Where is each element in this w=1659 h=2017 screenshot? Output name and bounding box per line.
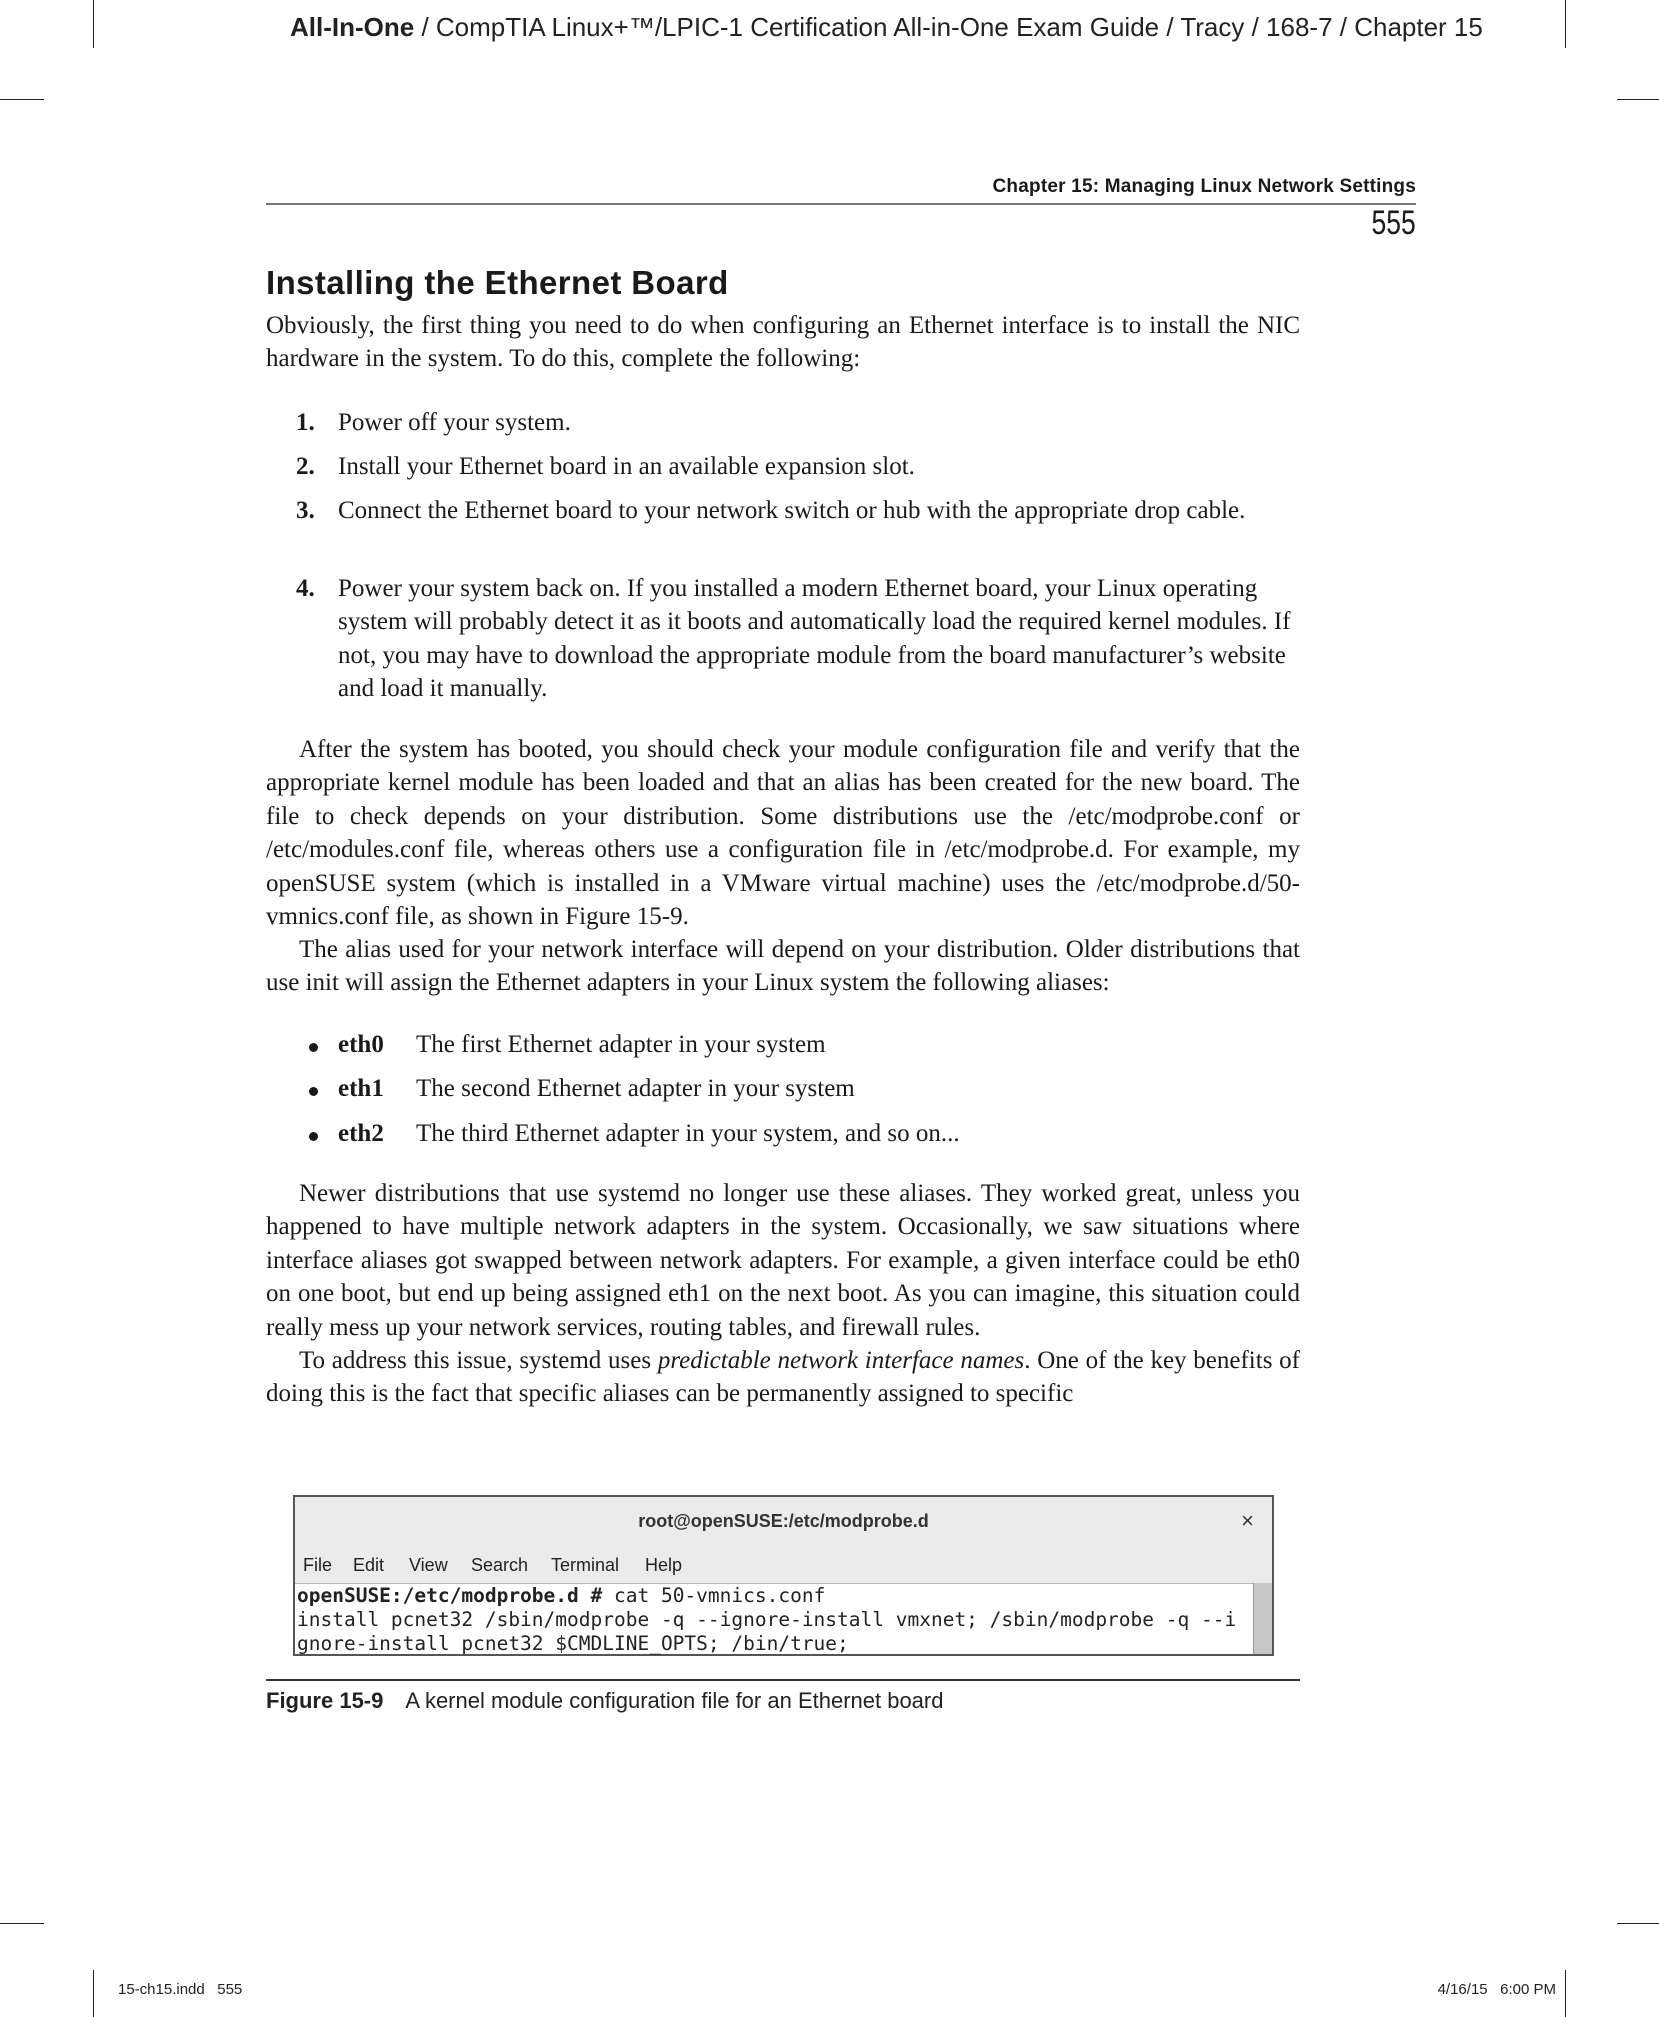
alias-term: eth2 <box>338 1120 384 1147</box>
menu-help[interactable]: Help <box>645 1555 683 1575</box>
crop-mark-top-left <box>93 0 94 48</box>
emphasis-term: predictable network interface names <box>657 1347 1025 1374</box>
bullet-icon <box>309 1087 318 1096</box>
alias-description: The third Ethernet adapter in your system, and so on... <box>416 1120 960 1147</box>
paragraph-after-boot: After the system has booted, you should check your module configuration file and verify that the appropriate kernel module has been loaded and that an alias has been created for the new board. The file to check depends on your distribution. Some distributions use the /etc/modprobe.conf or /etc/modules.conf file, whereas others use a configuration file in /etc/modprobe.d. For example, my openSUSE system (which is installed in a VMware virtual machine) uses the /etc/modprobe.d/50-vmnics.conf file, as shown in Figure 15-9. <box>266 736 1300 931</box>
output-line: gnore-install pcnet32 $CMDLINE_OPTS; /bin/true; <box>297 1632 849 1655</box>
figure-label: Figure 15-9 <box>266 1688 384 1713</box>
bullet-icon <box>309 1132 318 1141</box>
step-text: Install your Ethernet board in an available expansion slot. <box>338 453 915 480</box>
page-number: 555 <box>1371 204 1416 242</box>
terminal-scrollbar[interactable] <box>1253 1583 1272 1654</box>
crop-mark-left-upper <box>0 99 44 100</box>
menu-file[interactable]: File <box>303 1555 333 1575</box>
footer-timestamp: 4/16/15 6:00 PM <box>1437 1981 1556 1998</box>
alias-description: The first Ethernet adapter in your system <box>416 1031 826 1058</box>
step-text: Connect the Ethernet board to your network switch or hub with the appropriate drop cable. <box>338 497 1246 524</box>
chapter-head: Chapter 15: Managing Linux Network Settings <box>992 176 1416 197</box>
paragraph-newer-distributions: Newer distributions that use systemd no longer use these aliases. They worked great, unless you happened to have multiple network adapters in the system. Occasionally, we saw situations where interface aliases got swapped between network adapters. For example, a given interface could be eth0 on one boot, but end up being assigned eth1 on the next boot. As you can imagine, this situation could really mess up your network services, routing tables, and firewall rules. <box>266 1180 1300 1341</box>
crop-mark-top-right <box>1565 0 1566 48</box>
typed-command: cat 50-vmnics.conf <box>602 1584 826 1607</box>
menu-search[interactable]: Search <box>471 1555 529 1575</box>
bullet-icon <box>309 1043 318 1052</box>
menu-edit[interactable]: Edit <box>353 1555 385 1575</box>
crop-mark-bottom-left <box>93 1970 94 2017</box>
crop-mark-left-lower <box>0 1923 44 1924</box>
command-line <box>297 1584 825 1607</box>
section-title: Installing the Ethernet Board <box>266 264 729 301</box>
series-name: All-In-One <box>290 12 415 42</box>
step-number: 3. <box>296 497 315 524</box>
terminal-output[interactable] <box>295 1583 1254 1654</box>
output-line: install pcnet32 /sbin/modprobe -q --ignore-install vmxnet; /sbin/modprobe -q --i <box>297 1608 1237 1631</box>
address-text-start: To address this issue, systemd uses <box>299 1347 658 1374</box>
menu-view[interactable]: View <box>409 1555 448 1575</box>
crop-mark-right-lower <box>1617 1923 1659 1924</box>
terminal-title: root@openSUSE:/etc/modprobe.d <box>638 1511 929 1531</box>
alias-term: eth1 <box>338 1075 384 1102</box>
alias-term: eth0 <box>338 1031 384 1058</box>
step-text: Power your system back on. If you installed a modern Ethernet board, your Linux operating system will probably detect it as it boots and automatically load the required kernel modules. If not, you may have to download the appropriate module from the board manufacturer’s website and load it manually. <box>338 575 1291 703</box>
figure-caption <box>266 1688 943 1714</box>
terminal-window <box>293 1495 1274 1656</box>
figure-caption-text: A kernel module configuration file for an Ethernet board <box>405 1688 944 1713</box>
book-info: / CompTIA Linux+™/LPIC-1 Certification All-in-One Exam Guide / Tracy / 168-7 / Chapter 15 <box>414 12 1483 42</box>
alias-description: The second Ethernet adapter in your system <box>416 1075 855 1102</box>
header-rule <box>266 203 1416 205</box>
terminal-menubar <box>295 1549 1272 1581</box>
step-text: Power off your system. <box>338 409 571 436</box>
crop-mark-right-upper <box>1617 99 1659 100</box>
shell-prompt: openSUSE:/etc/modprobe.d # <box>297 1584 603 1607</box>
crop-mark-bottom-right <box>1565 1970 1566 2017</box>
step-number: 4. <box>296 575 315 602</box>
paragraph-alias: The alias used for your network interface will depend on your distribution. Older distributions that use init will assign the Ethernet adapters in your Linux system the following aliases: <box>266 936 1300 997</box>
paragraph-address-issue <box>266 1344 1300 1411</box>
terminal-titlebar <box>295 1497 1272 1547</box>
address-text-end: . One of the key benefits of doing this is the fact that specific aliases can be permanently assigned to specific <box>266 1347 1300 1408</box>
menu-terminal[interactable]: Terminal <box>551 1555 620 1575</box>
running-head <box>290 12 1483 43</box>
figure-rule <box>266 1679 1300 1681</box>
intro-paragraph: Obviously, the first thing you need to do when configuring an Ethernet interface is to install the NIC hardware in the system. To do this, complete the following: <box>266 312 1300 373</box>
step-number: 1. <box>296 409 315 436</box>
step-number: 2. <box>296 453 315 480</box>
footer-file-info: 15-ch15.indd 555 <box>118 1981 243 1998</box>
close-icon[interactable]: × <box>1241 1508 1254 1533</box>
